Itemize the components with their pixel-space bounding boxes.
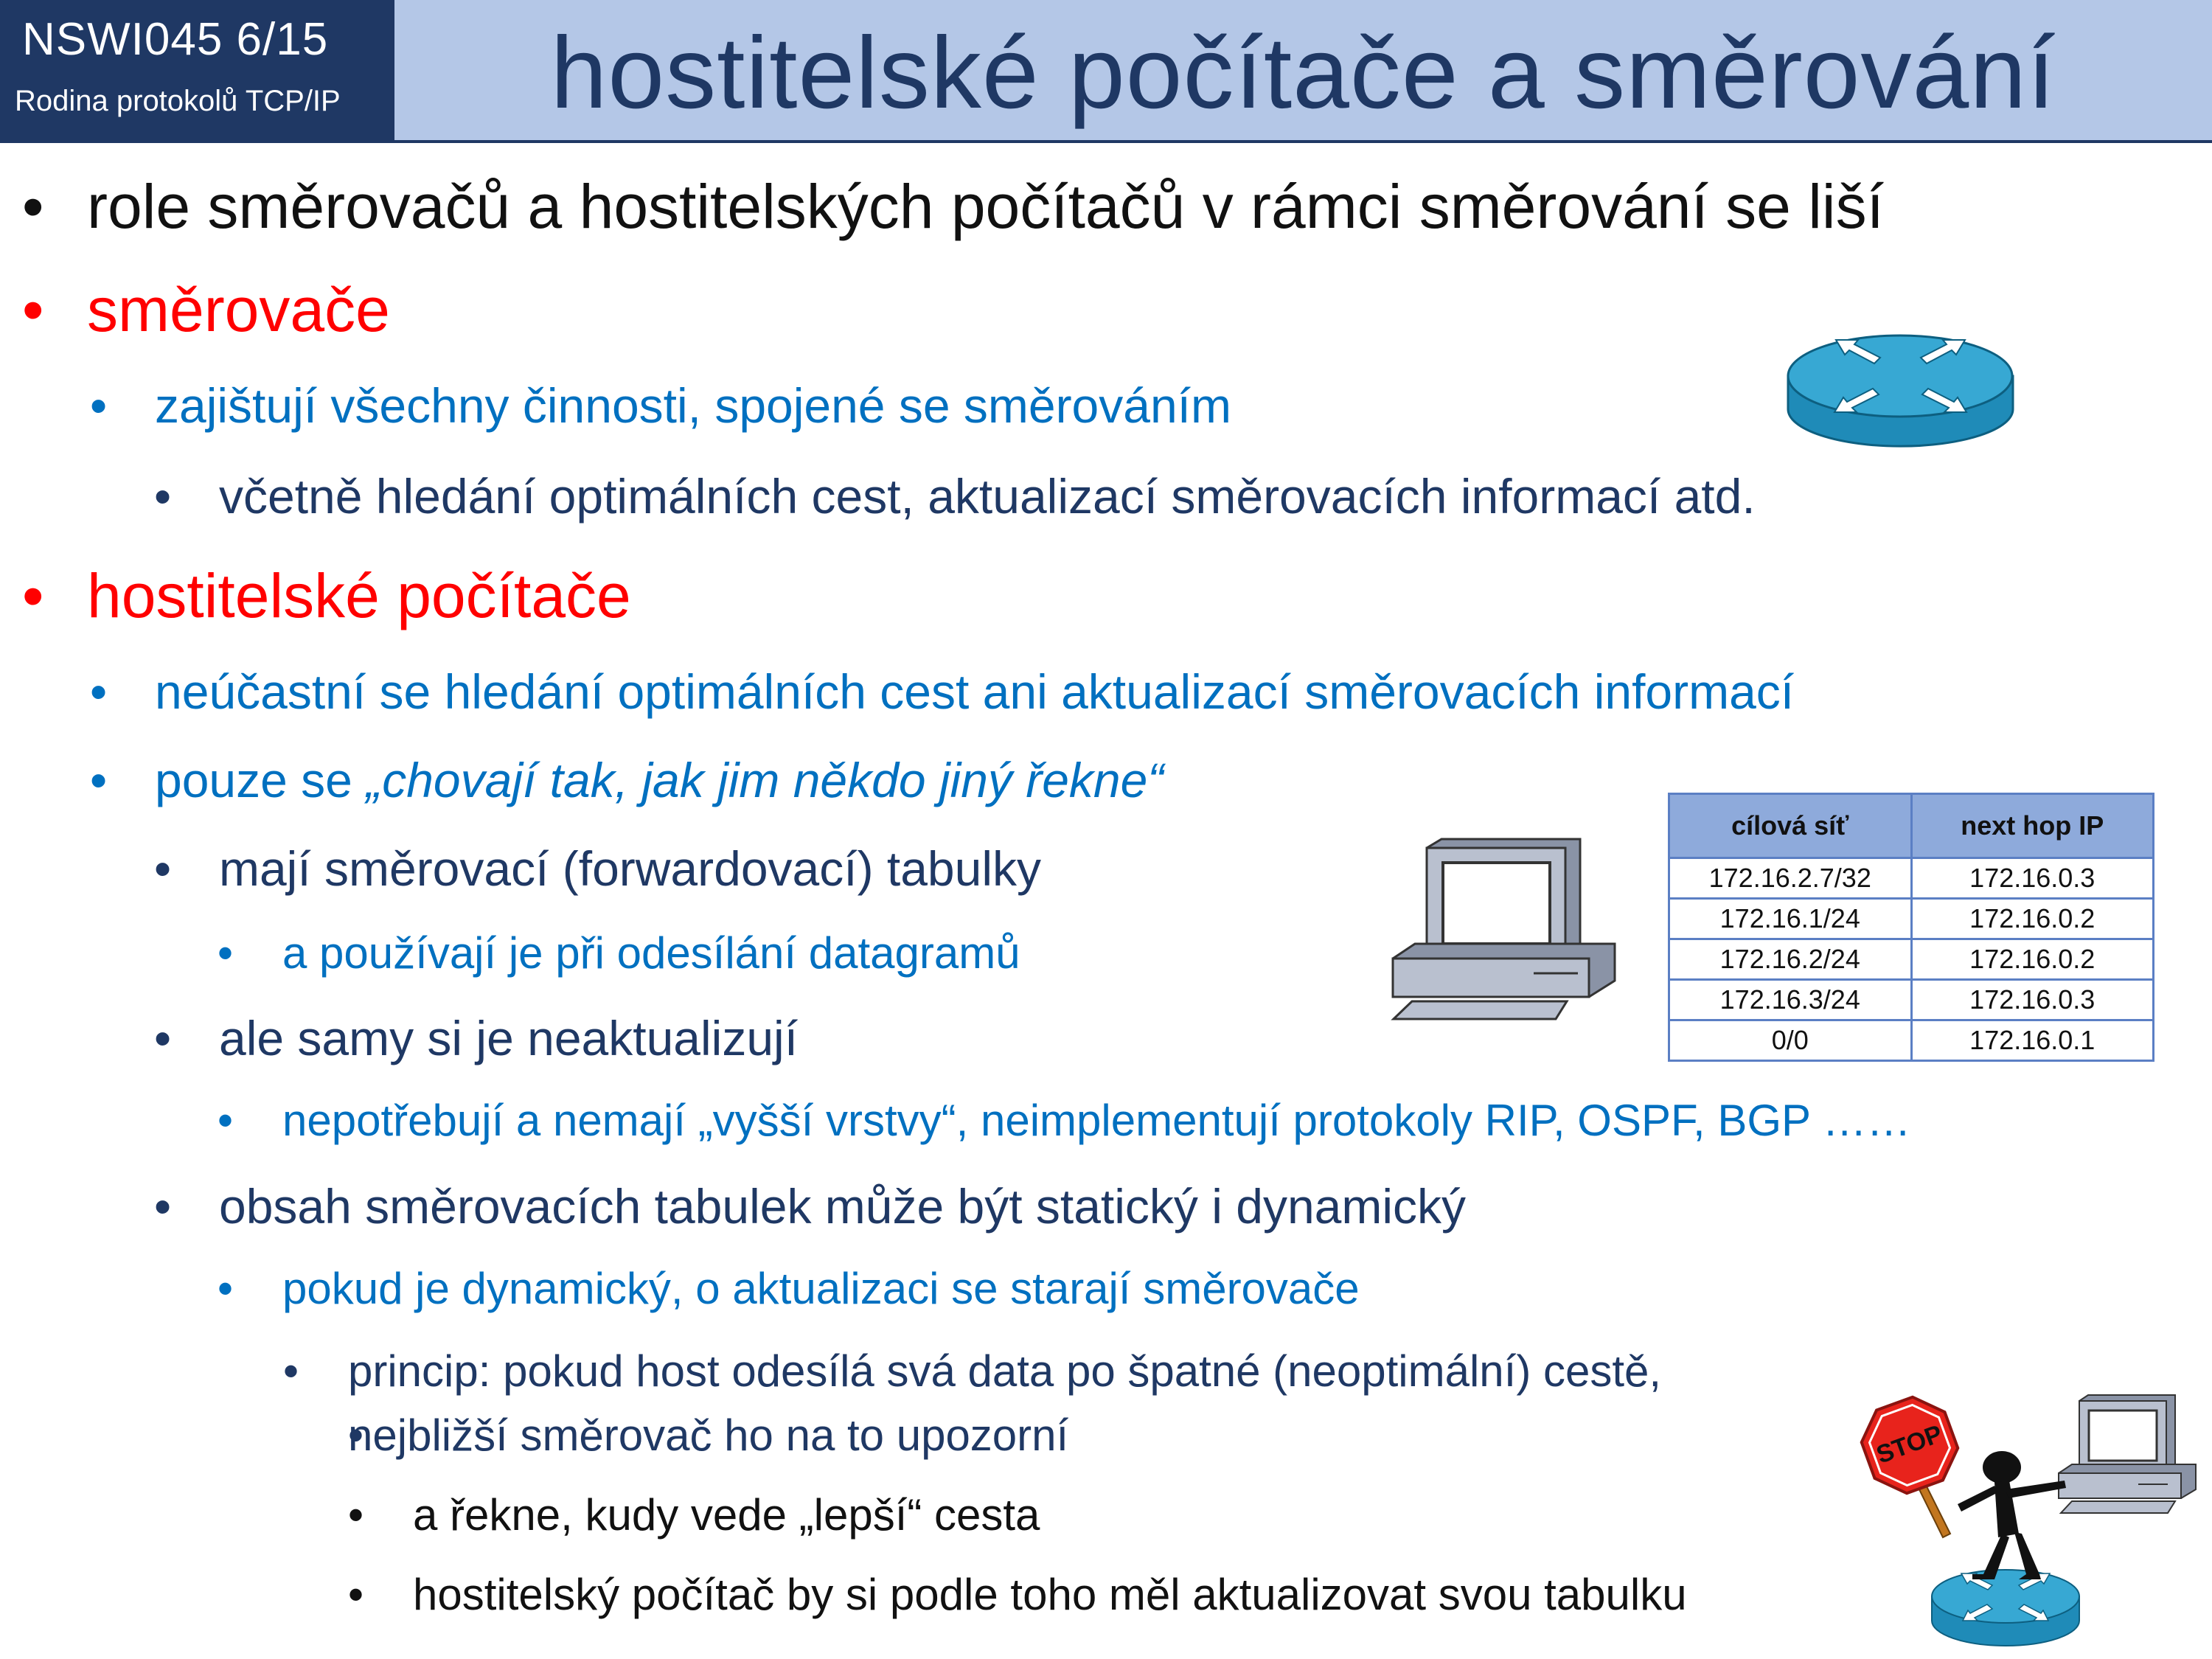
bullet-intro: • role směrovačů a hostitelských počítačů v rámci směrování se liší	[87, 171, 1884, 243]
column-header-next-hop: next hop IP	[1911, 794, 2154, 858]
small-router-icon	[1932, 1570, 2079, 1646]
stop-sign-icon	[1853, 1388, 1966, 1502]
routing-table	[1668, 793, 2154, 1062]
course-code: NSWI045 6/15	[22, 14, 329, 65]
bullet-routers-1: • zajištují všechny činnosti, spojené se směrováním	[155, 378, 1231, 434]
table-cell: 172.16.0.3	[1911, 980, 2154, 1020]
table-cell: 0/0	[1669, 1020, 1912, 1061]
computer-icon	[1390, 833, 1618, 1021]
table-cell: 172.16.0.1	[1911, 1020, 2154, 1061]
title-bar	[394, 0, 2212, 140]
table-cell: 172.16.1/24	[1669, 899, 1912, 939]
table-row	[1669, 939, 2154, 980]
column-header-destination: cílová síť	[1669, 794, 1912, 858]
table-row	[1669, 1020, 2154, 1061]
bullet-hosts-2-1: • mají směrovací (forwardovací) tabulky	[219, 841, 1041, 897]
bullet-hosts-1: • neúčastní se hledání optimálních cest ani aktualizací směrovacích informací	[155, 664, 1794, 720]
small-computer-icon	[2059, 1395, 2196, 1513]
table-row	[1669, 899, 2154, 939]
stop-sign-label: STOP	[1872, 1419, 1947, 1470]
bullet-hosts-2-1-1: • a používají je při odesílání datagramů	[282, 928, 1020, 978]
table-cell: 172.16.0.2	[1911, 899, 2154, 939]
bullet-routers-heading: • směrovače	[87, 274, 390, 346]
bullet-hosts-2-prefix: pouze se	[155, 753, 366, 807]
table-cell: 172.16.2.7/32	[1669, 858, 1912, 899]
stop-sign-illustration	[1851, 1386, 2197, 1652]
course-badge	[0, 0, 394, 140]
bullet-hosts-heading: • hostitelské počítače	[87, 560, 631, 632]
bullet-hosts-2-quote: „chovají tak, jak jim někdo jiný řekne“	[366, 753, 1164, 807]
bullet-hosts-2-3-1-1-1: • a řekne, kudy vede „lepší“ cesta	[413, 1489, 1040, 1540]
table-cell: 172.16.0.2	[1911, 939, 2154, 980]
bullet-hosts-2-3-1-1: • princip: pokud host odesílá svá data po špatné (neoptimální) cestě,	[348, 1346, 1661, 1397]
header-divider	[0, 140, 2212, 143]
bullet-hosts-2-3-1-1-cont: • nejbližší směrovač ho na to upozorní	[348, 1410, 1068, 1461]
bullet-routers-1-1: • včetně hledání optimálních cest, aktualizací směrovacích informací atd.	[219, 468, 1756, 524]
table-cell: 172.16.2/24	[1669, 939, 1912, 980]
routing-table-header	[1669, 794, 2154, 858]
bullet-hosts-2-3: • obsah směrovacích tabulek může být statický i dynamický	[219, 1178, 1466, 1234]
table-row	[1669, 980, 2154, 1020]
table-cell: 172.16.3/24	[1669, 980, 1912, 1020]
bullet-hosts-2	[155, 752, 1164, 808]
bullet-hosts-2-3-1-1-2: • hostitelský počítač by si podle toho měl aktualizovat svou tabulku	[413, 1569, 1687, 1620]
bullet-hosts-2-2-1: • nepotřebují a nemají „vyšší vrstvy“, neimplementují protokoly RIP, OSPF, BGP ……	[282, 1095, 1911, 1146]
stick-figure	[1958, 1451, 2066, 1579]
table-cell: 172.16.0.3	[1911, 858, 2154, 899]
router-icon	[1784, 328, 2017, 457]
bullet-hosts-2-3-1: • pokud je dynamický, o aktualizaci se starají směrovače	[282, 1263, 1360, 1314]
page-title: hostitelské počítače a směrování	[550, 16, 2056, 130]
bullet-hosts-2-2: • ale samy si je neaktualizují	[219, 1010, 798, 1066]
table-row	[1669, 858, 2154, 899]
course-subtitle: Rodina protokolů TCP/IP	[15, 85, 341, 117]
